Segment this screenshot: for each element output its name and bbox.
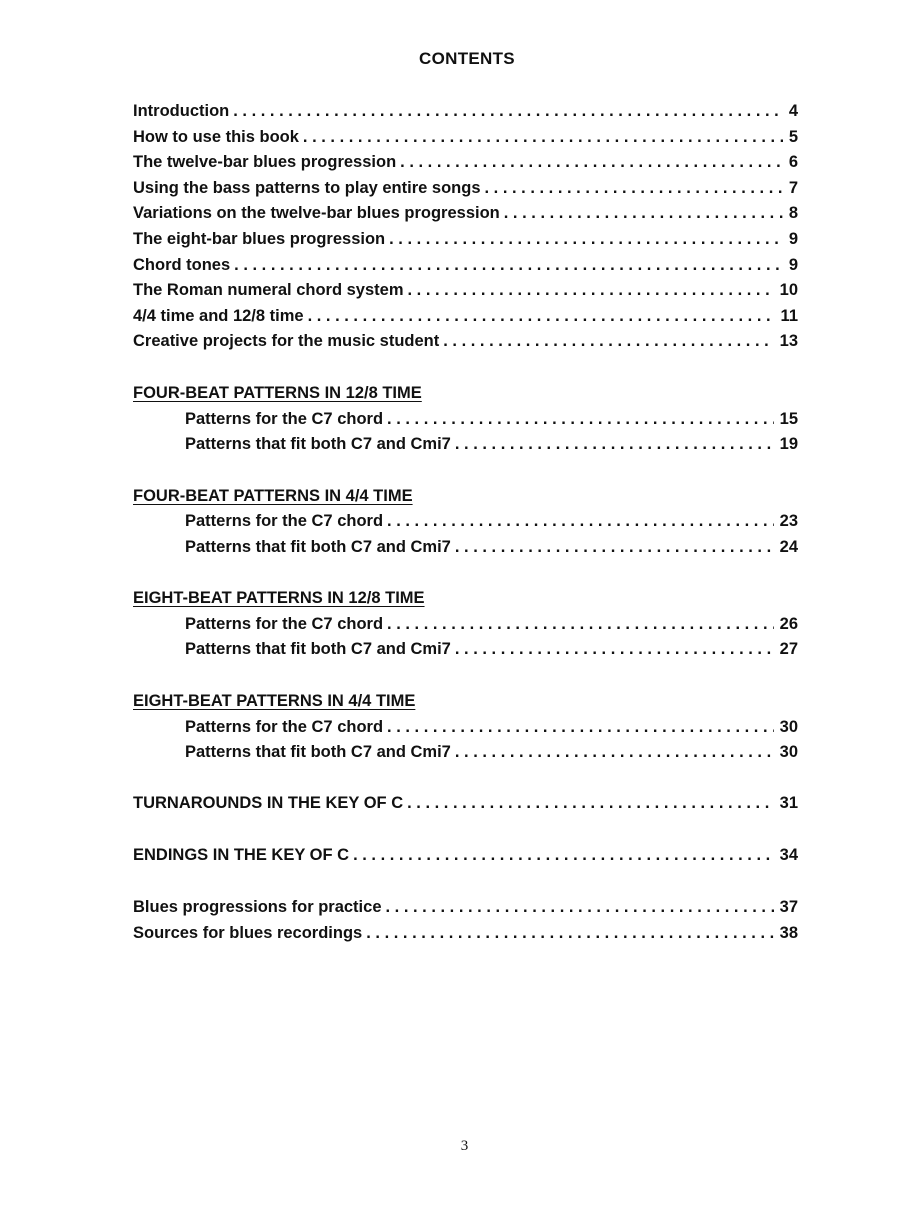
leader-dots <box>455 536 774 558</box>
toc-entry-label: Chord tones <box>133 256 231 274</box>
toc-entry-label: The eight-bar blues progression <box>133 230 386 248</box>
leader-dots <box>386 896 774 918</box>
toc-entry-label: How to use this book <box>133 128 299 146</box>
toc-entry-page: 31 <box>779 794 798 812</box>
toc-entry-label: Using the bass patterns to play entire songs <box>133 179 481 197</box>
toc-subentry[interactable] <box>185 408 798 430</box>
toc-entry-label: Variations on the twelve-bar blues progression <box>133 204 500 222</box>
toc-subentry[interactable] <box>185 613 798 635</box>
toc-entry-page: 7 <box>788 179 798 197</box>
toc-major-entry[interactable] <box>133 844 798 866</box>
toc-subentry[interactable] <box>185 741 798 763</box>
toc-entry-page: 15 <box>779 410 798 428</box>
toc-entry-page: 10 <box>779 281 798 299</box>
leader-dots <box>455 741 774 763</box>
section-heading: FOUR-BEAT PATTERNS IN 12/8 TIME <box>133 384 422 402</box>
toc-entry-page: 30 <box>779 718 798 736</box>
toc-entry-label: Introduction <box>133 102 230 120</box>
leader-dots <box>455 433 774 455</box>
toc-entry-page: 38 <box>779 924 798 942</box>
leader-dots <box>308 305 775 327</box>
toc-entry-label: ENDINGS IN THE KEY OF C <box>133 846 350 864</box>
toc-entry[interactable] <box>133 100 798 122</box>
leader-dots <box>353 844 774 866</box>
toc-entry[interactable] <box>133 126 798 148</box>
toc-entry[interactable] <box>133 896 798 918</box>
leader-dots <box>389 228 783 250</box>
contents-title: CONTENTS <box>419 49 515 68</box>
toc-entry-label: Creative projects for the music student <box>133 332 440 350</box>
toc-entry-label: Patterns that fit both C7 and Cmi7 <box>185 435 451 453</box>
leader-dots <box>407 792 774 814</box>
toc-entry-page: 24 <box>779 538 798 556</box>
toc-entry[interactable] <box>133 330 798 352</box>
toc-entry-label: The twelve-bar blues progression <box>133 153 397 171</box>
leader-dots <box>387 716 774 738</box>
section-heading: EIGHT-BEAT PATTERNS IN 4/4 TIME <box>133 692 416 710</box>
toc-subentry[interactable] <box>185 638 798 660</box>
toc-entry-page: 9 <box>788 230 798 248</box>
leader-dots <box>387 510 774 532</box>
toc-entry-page: 13 <box>779 332 798 350</box>
toc-entry-label: Patterns that fit both C7 and Cmi7 <box>185 743 451 761</box>
section-heading: FOUR-BEAT PATTERNS IN 4/4 TIME <box>133 487 413 505</box>
leader-dots <box>303 126 783 148</box>
toc-entry-label: The Roman numeral chord system <box>133 281 404 299</box>
toc-entry-page: 4 <box>788 102 798 120</box>
toc-entry-page: 19 <box>779 435 798 453</box>
toc-entry-page: 5 <box>788 128 798 146</box>
leader-dots <box>443 330 773 352</box>
leader-dots <box>485 177 783 199</box>
leader-dots <box>387 613 774 635</box>
leader-dots <box>408 279 774 301</box>
toc-entry[interactable] <box>133 254 798 276</box>
toc-entry-page: 34 <box>779 846 798 864</box>
toc-entry[interactable] <box>133 305 798 327</box>
toc-entry[interactable] <box>133 151 798 173</box>
page-number: 3 <box>460 1138 469 1154</box>
toc-entry-label: TURNAROUNDS IN THE KEY OF C <box>133 794 404 812</box>
leader-dots <box>504 202 783 224</box>
toc-entry-page: 11 <box>780 307 798 325</box>
toc-major-entry[interactable] <box>133 792 798 814</box>
toc-entry-label: Patterns for the C7 chord <box>185 512 384 530</box>
toc-entry-label: Blues progressions for practice <box>133 898 382 916</box>
toc-entry-page: 9 <box>788 256 798 274</box>
toc-subentry[interactable] <box>185 536 798 558</box>
toc-subentry[interactable] <box>185 433 798 455</box>
toc-entry[interactable] <box>133 177 798 199</box>
leader-dots <box>233 100 783 122</box>
toc-entry-page: 23 <box>779 512 798 530</box>
toc-entry-page: 8 <box>788 204 798 222</box>
leader-dots <box>400 151 783 173</box>
toc-entry-label: Patterns that fit both C7 and Cmi7 <box>185 538 451 556</box>
leader-dots <box>387 408 774 430</box>
toc-entry-label: 4/4 time and 12/8 time <box>133 307 304 325</box>
toc-entry-page: 26 <box>779 615 798 633</box>
toc-entry[interactable] <box>133 922 798 944</box>
toc-subentry[interactable] <box>185 510 798 532</box>
toc-entry-label: Patterns for the C7 chord <box>185 615 384 633</box>
toc-entry-label: Sources for blues recordings <box>133 924 363 942</box>
section-heading: EIGHT-BEAT PATTERNS IN 12/8 TIME <box>133 589 425 607</box>
toc-entry-page: 6 <box>788 153 798 171</box>
toc-subentry[interactable] <box>185 716 798 738</box>
leader-dots <box>455 638 774 660</box>
toc-entry[interactable] <box>133 228 798 250</box>
toc-entry-label: Patterns for the C7 chord <box>185 718 384 736</box>
toc-entry[interactable] <box>133 202 798 224</box>
leader-dots <box>366 922 773 944</box>
leader-dots <box>234 254 783 276</box>
toc-entry-label: Patterns for the C7 chord <box>185 410 384 428</box>
toc-entry-page: 37 <box>779 898 798 916</box>
toc-entry-page: 30 <box>779 743 798 761</box>
toc-entry-label: Patterns that fit both C7 and Cmi7 <box>185 640 451 658</box>
toc-entry-page: 27 <box>779 640 798 658</box>
toc-entry[interactable] <box>133 279 798 301</box>
